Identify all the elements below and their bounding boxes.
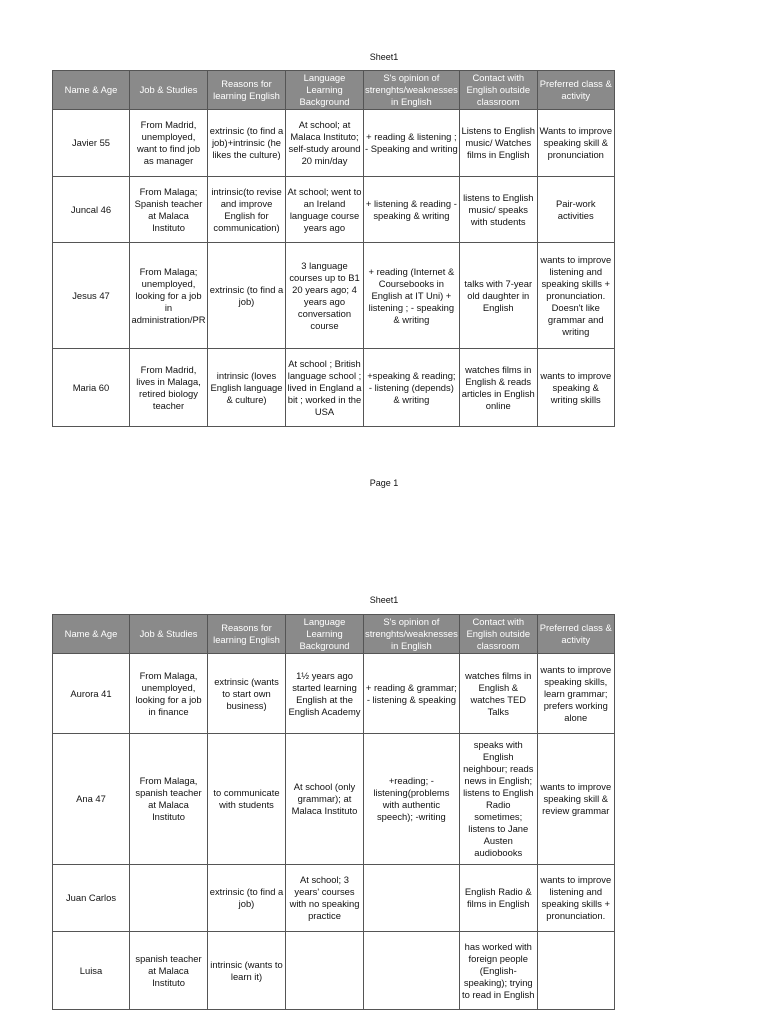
header-opinion: S's opinion of strenghts/weaknesses in English [364, 615, 460, 654]
cell-job-studies [130, 865, 208, 932]
header-job-studies: Job & Studies [130, 71, 208, 110]
cell-job-studies: From Madrid, unemployed, want to find job as manager [130, 110, 208, 177]
header-row [53, 71, 615, 110]
cell-background: At school; at Malaca Instituto; self-study around 20 min/day [286, 110, 364, 177]
cell-opinion: +reading; -listening(problems with authentic speech); -writing [364, 734, 460, 865]
cell-preferred: wants to improve speaking skills, learn grammar; prefers working alone [537, 654, 614, 734]
header-opinion: S's opinion of strenghts/weaknesses in English [364, 71, 460, 110]
cell-opinion: + listening & reading - speaking & writing [364, 177, 460, 243]
cell-preferred: Wants to improve speaking skill & pronunciation [537, 110, 614, 177]
table-row [53, 654, 615, 734]
cell-opinion: + reading & grammar; - listening & speaking [364, 654, 460, 734]
cell-contact: English Radio & films in English [459, 865, 537, 932]
cell-reasons: extrinsic (to find a job) [208, 865, 286, 932]
sheet-title: Sheet1 [369, 52, 399, 62]
cell-preferred: Pair-work activities [537, 177, 614, 243]
cell-reasons: intrinsic(to revise and improve English for communication) [208, 177, 286, 243]
cell-preferred: wants to improve listening and speaking skills + pronunciation. Doesn't like grammar and writing [537, 243, 614, 349]
cell-contact: watches films in English & reads articles in English online [459, 349, 537, 427]
cell-contact: has worked with foreign people (English-speaking); trying to read in English [459, 932, 537, 1010]
cell-background [286, 932, 364, 1010]
cell-name-age: Maria 60 [53, 349, 130, 427]
header-reasons: Reasons for learning English [208, 615, 286, 654]
cell-name-age: Juncal 46 [53, 177, 130, 243]
header-preferred: Preferred class & activity [537, 71, 614, 110]
cell-job-studies: From Malaga; Spanish teacher at Malaca Instituto [130, 177, 208, 243]
header-preferred: Preferred class & activity [537, 615, 614, 654]
cell-reasons: extrinsic (wants to start own business) [208, 654, 286, 734]
header-name-age: Name & Age [53, 615, 130, 654]
cell-contact: speaks with English neighbour; reads news in English; listens to English Radio sometimes; listens to Jane Austen audiobooks [459, 734, 537, 865]
table-row [53, 243, 615, 349]
table-row [53, 349, 615, 427]
cell-name-age: Javier 55 [53, 110, 130, 177]
cell-reasons: to communicate with students [208, 734, 286, 865]
cell-preferred: wants to improve speaking & writing skills [537, 349, 614, 427]
cell-opinion: + reading (Internet & Coursebooks in English at IT Uni) + listening ; - speaking & writing [364, 243, 460, 349]
cell-job-studies: From Madrid, lives in Malaga, retired biology teacher [130, 349, 208, 427]
cell-opinion: +speaking & reading; - listening (depends) & writing [364, 349, 460, 427]
cell-opinion [364, 865, 460, 932]
cell-contact: watches films in English & watches TED Talks [459, 654, 537, 734]
cell-name-age: Aurora 41 [53, 654, 130, 734]
cell-opinion [364, 932, 460, 1010]
header-row [53, 615, 615, 654]
cell-preferred: wants to improve listening and speaking skills + pronunciation. [537, 865, 614, 932]
cell-background: At school (only grammar); at Malaca Instituto [286, 734, 364, 865]
cell-reasons: extrinsic (to find a job)+intrinsic (he likes the culture) [208, 110, 286, 177]
header-job-studies: Job & Studies [130, 615, 208, 654]
header-background: Language Learning Background [286, 615, 364, 654]
cell-opinion: + reading & listening ; - Speaking and writing [364, 110, 460, 177]
table-row [53, 865, 615, 932]
cell-reasons: intrinsic (wants to learn it) [208, 932, 286, 1010]
cell-name-age: Luisa [53, 932, 130, 1010]
cell-contact: Listens to English music/ Watches films in English [459, 110, 537, 177]
header-reasons: Reasons for learning English [208, 71, 286, 110]
cell-name-age: Jesus 47 [53, 243, 130, 349]
table-row [53, 110, 615, 177]
cell-reasons: intrinsic (loves English language & culture) [208, 349, 286, 427]
cell-reasons: extrinsic (to find a job) [208, 243, 286, 349]
sheet-title: Sheet1 [369, 595, 399, 605]
header-name-age: Name & Age [53, 71, 130, 110]
header-contact: Contact with English outside classroom [459, 615, 537, 654]
cell-contact: talks with 7-year old daughter in English [459, 243, 537, 349]
cell-background: At school; went to an Ireland language course years ago [286, 177, 364, 243]
student-profile-table [52, 70, 615, 427]
table-row [53, 734, 615, 865]
cell-background: At school ; British language school ; lived in England a bit ; worked in the USA [286, 349, 364, 427]
cell-preferred [537, 932, 614, 1010]
header-contact: Contact with English outside classroom [459, 71, 537, 110]
cell-job-studies: From Malaga, spanish teacher at Malaca Instituto [130, 734, 208, 865]
cell-background: At school; 3 years' courses with no speaking practice [286, 865, 364, 932]
cell-job-studies: From Malaga, unemployed, looking for a job in finance [130, 654, 208, 734]
cell-background: 3 language courses up to B1 20 years ago; 4 years ago conversation course [286, 243, 364, 349]
cell-background: 1½ years ago started learning English at the English Academy [286, 654, 364, 734]
table-row [53, 177, 615, 243]
cell-preferred: wants to improve speaking skill & review grammar [537, 734, 614, 865]
header-background: Language Learning Background [286, 71, 364, 110]
cell-name-age: Juan Carlos [53, 865, 130, 932]
student-profile-table [52, 614, 615, 1010]
cell-contact: listens to English music/ speaks with students [459, 177, 537, 243]
page-number: Page 1 [369, 478, 399, 488]
table-row [53, 932, 615, 1010]
cell-job-studies: spanish teacher at Malaca Instituto [130, 932, 208, 1010]
cell-job-studies: From Malaga; unemployed, looking for a job in administration/PR [130, 243, 208, 349]
cell-name-age: Ana 47 [53, 734, 130, 865]
